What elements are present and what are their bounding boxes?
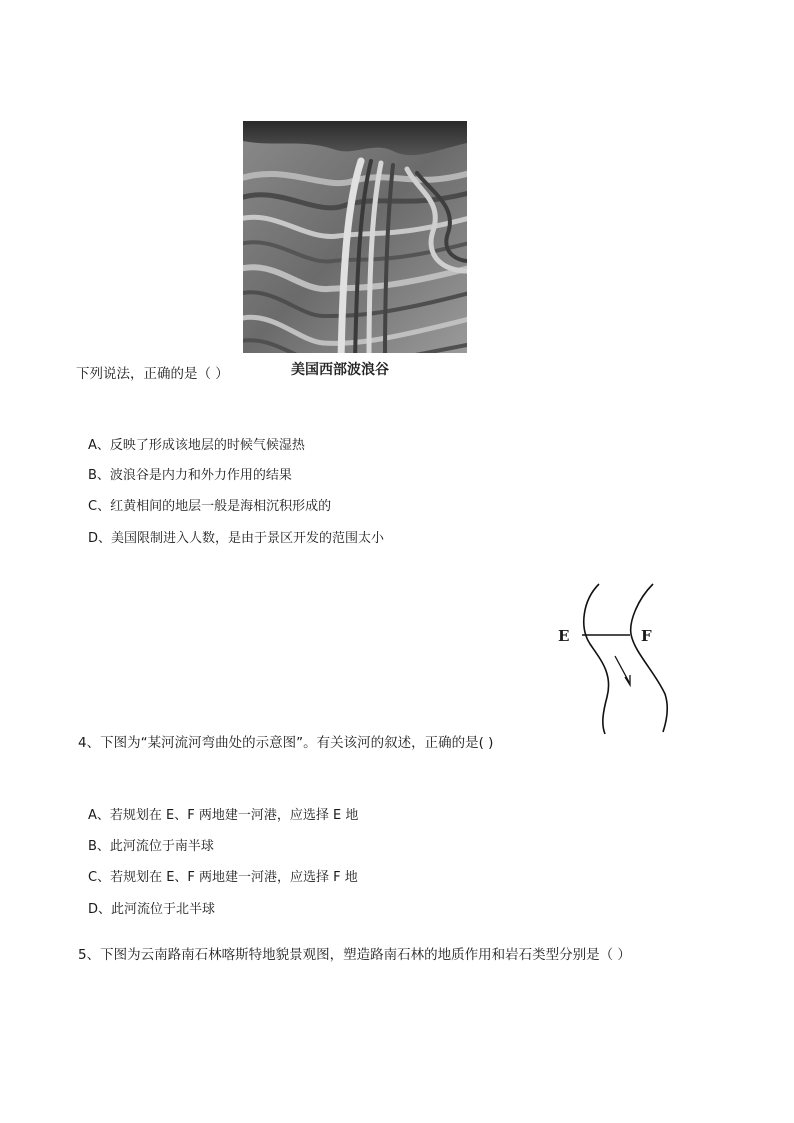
label-f: F xyxy=(641,627,652,645)
q3-option-a: A、反映了形成该地层的时候气候湿热 xyxy=(88,438,305,453)
q4-option-a: A、若规划在 E、F 两地建一河港，应选择 E 地 xyxy=(88,808,359,823)
river-left-bank xyxy=(584,584,609,734)
q3-option-d: D、美国限制进入人数，是由于景区开发的范围太小 xyxy=(88,531,385,546)
q4-option-d: D、此河流位于北半球 xyxy=(88,902,216,917)
q4-option-b: B、此河流位于南半球 xyxy=(88,839,214,854)
q3-option-b: B、波浪谷是内力和外力作用的结果 xyxy=(88,468,292,483)
question-5-text: 5、下图为云南路南石林喀斯特地貌景观图，塑造路南石林的地质作用和岩石类型分别是（ ） xyxy=(78,947,631,963)
question-3-text: 下列说法，正确的是（ ） xyxy=(76,366,229,382)
river-bend-svg xyxy=(555,582,675,737)
river-bend-diagram xyxy=(555,582,675,737)
flow-arrow-shaft xyxy=(615,656,629,682)
question-4-text: 4、下图为“某河流河弯曲处的示意图”。有关该河的叙述，正确的是( ) xyxy=(78,735,494,751)
wave-valley-photo xyxy=(243,121,467,353)
label-e: E xyxy=(558,627,570,645)
wave-valley-image xyxy=(243,121,467,353)
q4-option-c: C、若规划在 E、F 两地建一河港，应选择 F 地 xyxy=(88,870,358,885)
q3-option-c: C、红黄相间的地层一般是海相沉积形成的 xyxy=(88,499,332,514)
photo-caption: 美国西部波浪谷 xyxy=(291,362,389,378)
river-right-bank xyxy=(631,584,667,732)
